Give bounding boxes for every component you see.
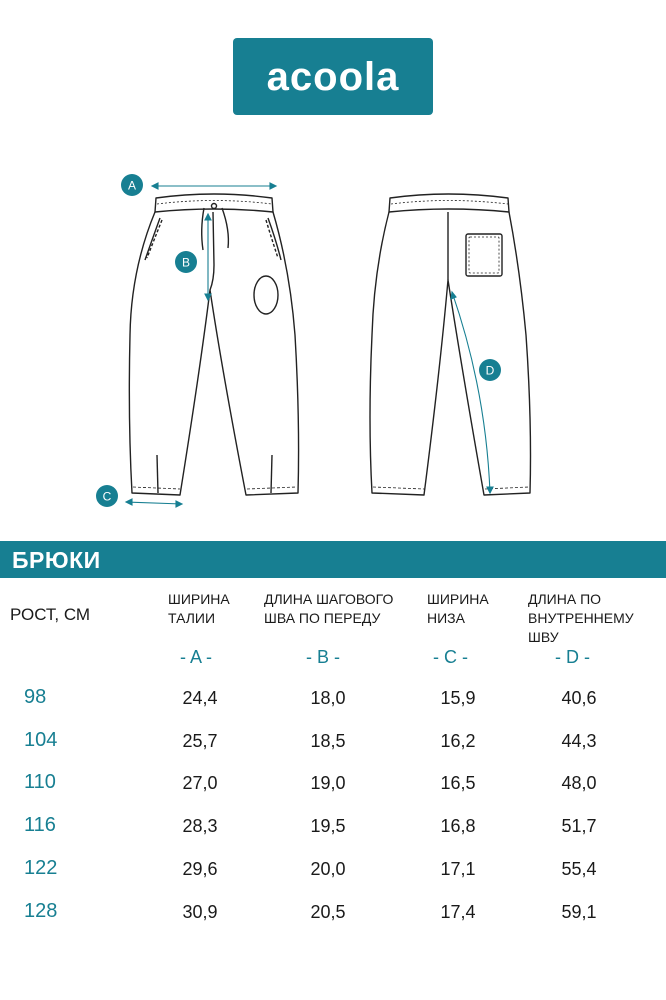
arrowhead [205, 214, 211, 220]
logo-text: acoola [266, 55, 400, 99]
pants-diagram [0, 160, 666, 520]
col-header-line: ДЛИНА ШАГОВОГО [264, 591, 394, 607]
cell-b: 19,5 [310, 816, 346, 836]
col-header-a [168, 590, 230, 628]
cell-d: 55,4 [561, 859, 597, 879]
marker-a [121, 174, 143, 196]
acoola-logo-mark [233, 38, 433, 115]
cell-d: 48,0 [561, 773, 597, 793]
cell-d: 51,7 [561, 816, 597, 836]
pants-front-view [129, 194, 298, 495]
cell-c: 16,8 [440, 816, 476, 836]
col-header-d [528, 590, 666, 647]
svg-text:D: D [485, 363, 495, 378]
marker-b [175, 251, 197, 273]
col-header-line: ТАЛИИ [168, 610, 216, 626]
cell-a: 28,3 [182, 816, 218, 836]
row-size: 104 [24, 729, 58, 751]
cell-c: 17,1 [440, 859, 476, 879]
arrowhead [126, 499, 132, 505]
cell-c: 15,9 [440, 688, 476, 708]
cell-d: 40,6 [561, 688, 597, 708]
col-letter-d: - D - [555, 647, 590, 667]
arrowhead [451, 292, 456, 299]
arrowhead [152, 183, 158, 189]
cell-c: 16,2 [440, 731, 476, 751]
col-header-line: НИЗА [427, 610, 465, 626]
arrowhead [176, 501, 182, 507]
col-letter-c: - C - [433, 647, 468, 667]
marker-c [96, 485, 118, 507]
cell-b: 19,0 [310, 773, 346, 793]
row-header: РОСТ, СМ [10, 605, 91, 624]
cell-b: 20,0 [310, 859, 346, 879]
col-header-line: ВНУТРЕННЕМУ ШВУ [528, 610, 634, 645]
svg-text:B: B [181, 255, 191, 270]
cell-a: 27,0 [182, 773, 218, 793]
cell-b: 18,0 [310, 688, 346, 708]
marker-d [479, 359, 501, 381]
col-header-line: ДЛИНА ПО [528, 591, 602, 607]
pants-back-view [370, 194, 531, 495]
col-header-line: ШИРИНА [427, 591, 489, 607]
cell-c: 17,4 [440, 902, 476, 922]
measure-c-line [126, 502, 182, 504]
measure-d-line [452, 292, 490, 493]
col-header-line: ШВА ПО ПЕРЕДУ [264, 610, 381, 626]
cell-a: 24,4 [182, 688, 218, 708]
cell-b: 18,5 [310, 731, 346, 751]
table-title: БРЮКИ [12, 547, 101, 573]
arrowhead [205, 294, 211, 300]
col-header-c [427, 590, 489, 628]
row-size: 116 [24, 814, 56, 836]
cell-a: 29,6 [182, 859, 218, 879]
row-size: 128 [24, 900, 58, 922]
svg-text:C: C [102, 489, 112, 504]
arrowhead [270, 183, 276, 189]
col-header-line: ШИРИНА [168, 591, 230, 607]
row-size: 98 [24, 686, 47, 708]
cell-d: 59,1 [561, 902, 597, 922]
cell-a: 30,9 [182, 902, 218, 922]
section-band [0, 541, 666, 578]
row-size: 110 [24, 771, 56, 793]
cell-a: 25,7 [182, 731, 218, 751]
brand-logo [233, 38, 433, 115]
col-header-b [264, 590, 393, 628]
arrowhead [487, 487, 493, 493]
col-letter-b: - B - [306, 647, 340, 667]
cell-c: 16,5 [440, 773, 476, 793]
row-size: 122 [24, 857, 58, 879]
svg-text:A: A [127, 178, 137, 193]
col-letter-a: - A - [180, 647, 213, 667]
cell-b: 20,5 [310, 902, 346, 922]
cell-d: 44,3 [561, 731, 597, 751]
